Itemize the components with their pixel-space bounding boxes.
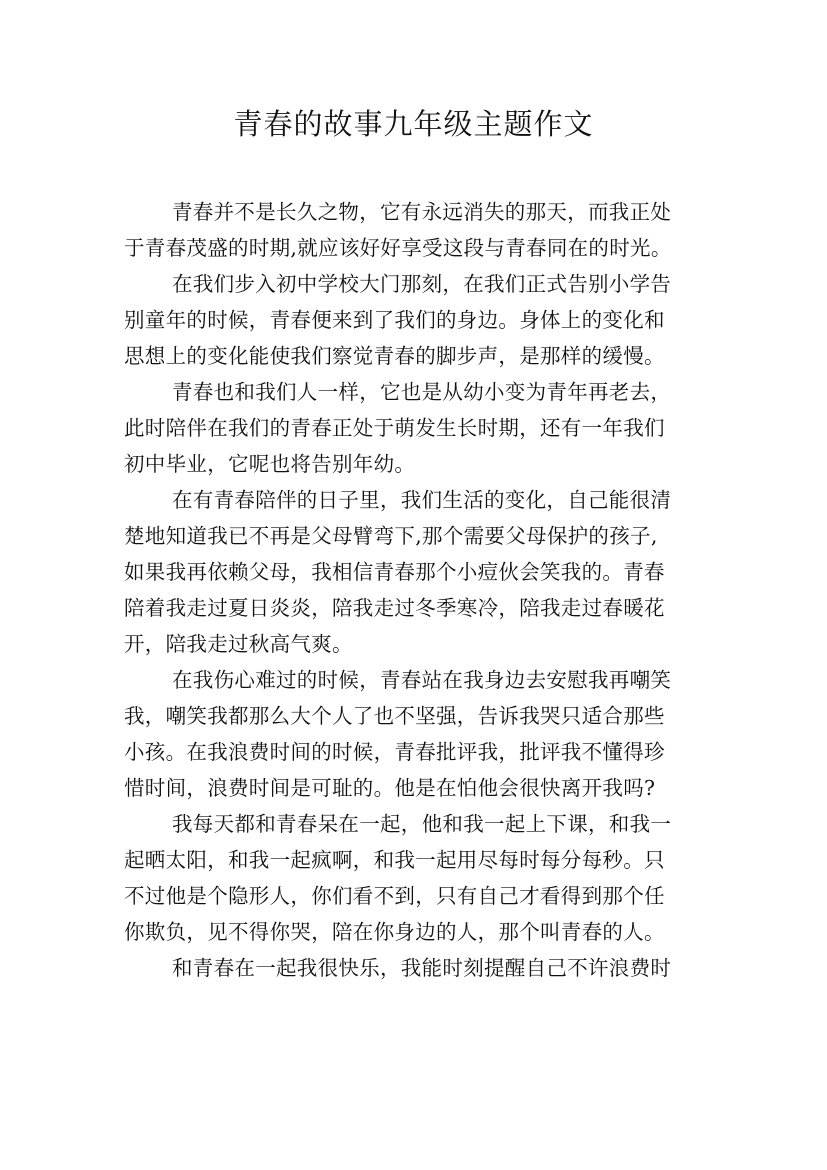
paragraph-first-line: 和青春在一起我很快乐，我能时刻提醒自己不许浪费时 bbox=[172, 956, 672, 980]
paragraph-first-line: 在我们步入初中学校大门那刻，在我们正式告别小学告 bbox=[172, 272, 672, 296]
paragraph-line: 于青春茂盛的时期,就应该好好享受这段与青春同在的时光。 bbox=[124, 236, 672, 260]
paragraph-line: 开，陪我走过秋高气爽。 bbox=[124, 632, 353, 656]
paragraph-line: 思想上的变化能使我们察觉青春的脚步声，是那样的缓慢。 bbox=[124, 344, 665, 368]
paragraph-line: 初中毕业，它呢也将告别年幼。 bbox=[124, 452, 416, 476]
essay-body bbox=[124, 194, 716, 986]
paragraph-line: 小孩。在我浪费时间的时候，青春批评我，批评我不懂得珍 bbox=[124, 740, 665, 764]
paragraph-line: 此时陪伴在我们的青春正处于萌发生长时期，还有一年我们 bbox=[124, 416, 665, 440]
paragraph-line: 如果我再依赖父母，我相信青春那个小痘伙会笑我的。青春 bbox=[124, 560, 665, 584]
paragraph-line: 惜时间，浪费时间是可耻的。他是在怕他会很快离开我吗? bbox=[124, 776, 656, 800]
paragraph-first-line: 我每天都和青春呆在一起，他和我一起上下课，和我一 bbox=[172, 812, 672, 836]
paragraph-line: 不过他是个隐形人，你们看不到，只有自己才看得到那个任 bbox=[124, 884, 665, 908]
paragraph-line: 楚地知道我已不再是父母臂弯下,那个需要父母保护的孩子, bbox=[124, 524, 658, 548]
paragraph-first-line: 在有青春陪伴的日子里，我们生活的变化，自己能很清 bbox=[172, 488, 672, 512]
document-title: 青春的故事九年级主题作文 bbox=[233, 107, 594, 141]
paragraph-line: 我，嘲笑我都那么大个人了也不坚强，告诉我哭只适合那些 bbox=[124, 704, 665, 728]
paragraph-line: 起晒太阳，和我一起疯啊，和我一起用尽每时每分每秒。只 bbox=[124, 848, 665, 872]
paragraph-first-line: 青春并不是长久之物，它有永远消失的那天，而我正处 bbox=[172, 200, 672, 224]
paragraph-line: 你欺负，见不得你哭，陪在你身边的人，那个叫青春的人。 bbox=[124, 920, 665, 944]
paragraph-first-line: 在我伤心难过的时候，青春站在我身边去安慰我再嘲笑 bbox=[172, 668, 672, 692]
paragraph-line: 别童年的时候，青春便来到了我们的身边。身体上的变化和 bbox=[124, 308, 665, 332]
paragraph-first-line: 青春也和我们人一样，它也是从幼小变为青年再老去， bbox=[172, 380, 672, 404]
paragraph-line: 陪着我走过夏日炎炎，陪我走过冬季寒冷，陪我走过春暖花 bbox=[124, 596, 665, 620]
